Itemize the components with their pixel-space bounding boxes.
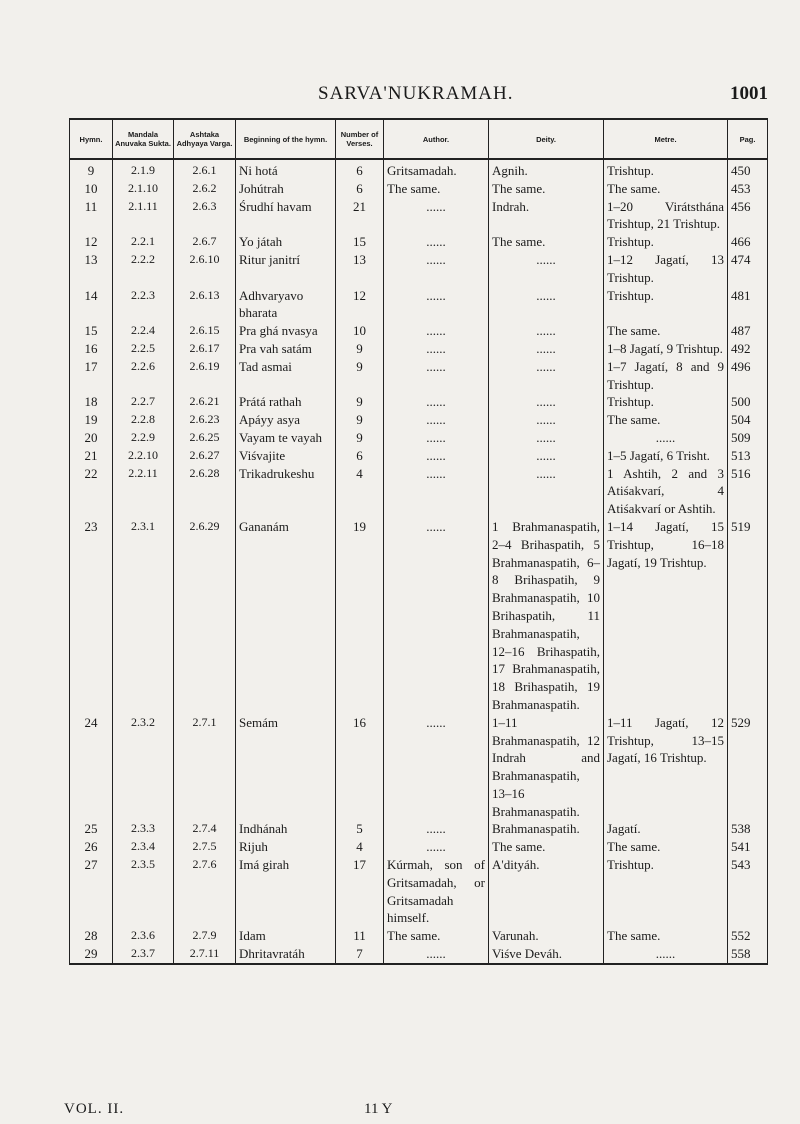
hymn-cell: 28 bbox=[70, 927, 113, 945]
hymn-cell: 17 bbox=[70, 358, 113, 394]
table-row bbox=[70, 322, 768, 340]
table-row bbox=[70, 820, 768, 838]
beginning-cell: Prátá rathah bbox=[236, 393, 336, 411]
deity-cell: ...... bbox=[489, 251, 604, 287]
verses-cell: 9 bbox=[336, 358, 384, 394]
mandala-cell: 2.3.2 bbox=[113, 714, 174, 821]
ashtaka-cell: 2.6.25 bbox=[174, 429, 236, 447]
deity-cell: ...... bbox=[489, 411, 604, 429]
table-row bbox=[70, 287, 768, 323]
page-cell: 516 bbox=[728, 465, 768, 518]
col-header-metre: Metre. bbox=[604, 119, 728, 159]
beginning-cell: Apáyy asya bbox=[236, 411, 336, 429]
mandala-cell: 2.2.9 bbox=[113, 429, 174, 447]
author-cell: ...... bbox=[384, 945, 489, 964]
deity-cell: Varunah. bbox=[489, 927, 604, 945]
beginning-cell: Indhánah bbox=[236, 820, 336, 838]
metre-cell: 1–5 Jagatí, 6 Trisht. bbox=[604, 447, 728, 465]
metre-cell: 1–7 Jagatí, 8 and 9 Trishtup. bbox=[604, 358, 728, 394]
metre-cell: The same. bbox=[604, 838, 728, 856]
page-number: 1001 bbox=[730, 83, 768, 104]
beginning-cell: Semám bbox=[236, 714, 336, 821]
col-header-beginning: Beginning of the hymn. bbox=[236, 119, 336, 159]
deity-cell: The same. bbox=[489, 838, 604, 856]
author-cell: The same. bbox=[384, 180, 489, 198]
ashtaka-cell: 2.6.28 bbox=[174, 465, 236, 518]
author-cell: ...... bbox=[384, 340, 489, 358]
ashtaka-cell: 2.6.23 bbox=[174, 411, 236, 429]
ashtaka-cell: 2.7.11 bbox=[174, 945, 236, 964]
page-cell: 456 bbox=[728, 198, 768, 234]
ashtaka-cell: 2.7.9 bbox=[174, 927, 236, 945]
page-cell: 513 bbox=[728, 447, 768, 465]
metre-cell: 1–14 Jagatí, 15 Trishtup, 16–18 Jagatí, 19 Trishtup. bbox=[604, 518, 728, 714]
volume-label: VOL. II. bbox=[64, 1101, 125, 1117]
author-cell: ...... bbox=[384, 393, 489, 411]
metre-cell: Trishtup. bbox=[604, 393, 728, 411]
ashtaka-cell: 2.6.17 bbox=[174, 340, 236, 358]
metre-cell: 1 Ashtih, 2 and 3 Atiśakvarí, 4 Atiśakvarí or Ashtih. bbox=[604, 465, 728, 518]
verses-cell: 19 bbox=[336, 518, 384, 714]
ashtaka-cell: 2.6.29 bbox=[174, 518, 236, 714]
verses-cell: 17 bbox=[336, 856, 384, 927]
page-cell: 552 bbox=[728, 927, 768, 945]
table-row bbox=[70, 180, 768, 198]
col-header-author: Author. bbox=[384, 119, 489, 159]
table-row bbox=[70, 447, 768, 465]
page-cell: 538 bbox=[728, 820, 768, 838]
author-cell: ...... bbox=[384, 251, 489, 287]
metre-cell: The same. bbox=[604, 322, 728, 340]
deity-cell: ...... bbox=[489, 322, 604, 340]
table-row bbox=[70, 714, 768, 821]
page-cell: 529 bbox=[728, 714, 768, 821]
page-cell: 474 bbox=[728, 251, 768, 287]
verses-cell: 7 bbox=[336, 945, 384, 964]
hymn-cell: 22 bbox=[70, 465, 113, 518]
verses-cell: 10 bbox=[336, 322, 384, 340]
ashtaka-cell: 2.6.15 bbox=[174, 322, 236, 340]
deity-cell: ...... bbox=[489, 287, 604, 323]
mandala-cell: 2.2.5 bbox=[113, 340, 174, 358]
author-cell: ...... bbox=[384, 465, 489, 518]
header-row bbox=[70, 119, 768, 159]
verses-cell: 16 bbox=[336, 714, 384, 821]
hymn-cell: 16 bbox=[70, 340, 113, 358]
verses-cell: 15 bbox=[336, 233, 384, 251]
page-cell: 543 bbox=[728, 856, 768, 927]
deity-cell: Viśve Deváh. bbox=[489, 945, 604, 964]
mandala-cell: 2.2.6 bbox=[113, 358, 174, 394]
ashtaka-cell: 2.6.27 bbox=[174, 447, 236, 465]
table-row bbox=[70, 411, 768, 429]
deity-cell: 1–11 Brahmanaspatih, 12 Indrah and Brahmanaspatih, 13–16 Brahmanaspatih. bbox=[489, 714, 604, 821]
page-cell: 541 bbox=[728, 838, 768, 856]
verses-cell: 5 bbox=[336, 820, 384, 838]
table-row bbox=[70, 429, 768, 447]
hymn-cell: 29 bbox=[70, 945, 113, 964]
beginning-cell: Dhritavratáh bbox=[236, 945, 336, 964]
col-header-mandala: Mandala Anuvaka Sukta. bbox=[113, 119, 174, 159]
beginning-cell: Adhvaryavo bharata bbox=[236, 287, 336, 323]
table-row bbox=[70, 393, 768, 411]
deity-cell: ...... bbox=[489, 429, 604, 447]
page-cell: 496 bbox=[728, 358, 768, 394]
table-row bbox=[70, 198, 768, 234]
table-row bbox=[70, 159, 768, 180]
beginning-cell: Rijuh bbox=[236, 838, 336, 856]
ashtaka-cell: 2.6.13 bbox=[174, 287, 236, 323]
page-cell: 500 bbox=[728, 393, 768, 411]
verses-cell: 4 bbox=[336, 838, 384, 856]
hymn-cell: 23 bbox=[70, 518, 113, 714]
table-row bbox=[70, 838, 768, 856]
table-row bbox=[70, 251, 768, 287]
verses-cell: 9 bbox=[336, 411, 384, 429]
beginning-cell: Ni hotá bbox=[236, 159, 336, 180]
ashtaka-cell: 2.6.10 bbox=[174, 251, 236, 287]
beginning-cell: Idam bbox=[236, 927, 336, 945]
metre-cell: Jagatí. bbox=[604, 820, 728, 838]
deity-cell: ...... bbox=[489, 465, 604, 518]
hymn-cell: 10 bbox=[70, 180, 113, 198]
verses-cell: 6 bbox=[336, 159, 384, 180]
mandala-cell: 2.2.7 bbox=[113, 393, 174, 411]
mandala-cell: 2.2.3 bbox=[113, 287, 174, 323]
deity-cell: ...... bbox=[489, 393, 604, 411]
beginning-cell: Trikadrukeshu bbox=[236, 465, 336, 518]
page-cell: 466 bbox=[728, 233, 768, 251]
page-cell: 453 bbox=[728, 180, 768, 198]
beginning-cell: Imá girah bbox=[236, 856, 336, 927]
author-cell: Gritsamadah. bbox=[384, 159, 489, 180]
beginning-cell: Śrudhí havam bbox=[236, 198, 336, 234]
ashtaka-cell: 2.7.1 bbox=[174, 714, 236, 821]
mandala-cell: 2.2.10 bbox=[113, 447, 174, 465]
beginning-cell: Johútrah bbox=[236, 180, 336, 198]
table-row bbox=[70, 927, 768, 945]
metre-cell: 1–8 Jagatí, 9 Trishtup. bbox=[604, 340, 728, 358]
index-table bbox=[69, 118, 768, 965]
table-row bbox=[70, 856, 768, 927]
hymn-cell: 12 bbox=[70, 233, 113, 251]
author-cell: ...... bbox=[384, 518, 489, 714]
metre-cell: The same. bbox=[604, 411, 728, 429]
ashtaka-cell: 2.6.19 bbox=[174, 358, 236, 394]
beginning-cell: Gananám bbox=[236, 518, 336, 714]
mandala-cell: 2.3.7 bbox=[113, 945, 174, 964]
page-footer bbox=[0, 1101, 800, 1121]
verses-cell: 9 bbox=[336, 340, 384, 358]
metre-cell: 1–12 Jagatí, 13 Trishtup. bbox=[604, 251, 728, 287]
author-cell: ...... bbox=[384, 820, 489, 838]
col-header-hymn: Hymn. bbox=[70, 119, 113, 159]
page-cell: 509 bbox=[728, 429, 768, 447]
metre-cell: The same. bbox=[604, 927, 728, 945]
ashtaka-cell: 2.6.7 bbox=[174, 233, 236, 251]
hymn-cell: 20 bbox=[70, 429, 113, 447]
mandala-cell: 2.2.11 bbox=[113, 465, 174, 518]
page-cell: 519 bbox=[728, 518, 768, 714]
mandala-cell: 2.2.8 bbox=[113, 411, 174, 429]
metre-cell: The same. bbox=[604, 180, 728, 198]
hymn-cell: 14 bbox=[70, 287, 113, 323]
hymn-cell: 26 bbox=[70, 838, 113, 856]
col-header-verses: Number of Verses. bbox=[336, 119, 384, 159]
deity-cell: Agnih. bbox=[489, 159, 604, 180]
author-cell: ...... bbox=[384, 447, 489, 465]
ashtaka-cell: 2.7.6 bbox=[174, 856, 236, 927]
ashtaka-cell: 2.7.5 bbox=[174, 838, 236, 856]
beginning-cell: Viśvajite bbox=[236, 447, 336, 465]
mandala-cell: 2.2.1 bbox=[113, 233, 174, 251]
verses-cell: 13 bbox=[336, 251, 384, 287]
hymn-cell: 27 bbox=[70, 856, 113, 927]
metre-cell: Trishtup. bbox=[604, 856, 728, 927]
mandala-cell: 2.3.1 bbox=[113, 518, 174, 714]
mandala-cell: 2.3.6 bbox=[113, 927, 174, 945]
table-row bbox=[70, 945, 768, 964]
hymn-cell: 15 bbox=[70, 322, 113, 340]
mandala-cell: 2.3.3 bbox=[113, 820, 174, 838]
ashtaka-cell: 2.6.21 bbox=[174, 393, 236, 411]
author-cell: ...... bbox=[384, 429, 489, 447]
author-cell: The same. bbox=[384, 927, 489, 945]
metre-cell: ...... bbox=[604, 429, 728, 447]
verses-cell: 6 bbox=[336, 180, 384, 198]
ashtaka-cell: 2.6.2 bbox=[174, 180, 236, 198]
metre-cell: ...... bbox=[604, 945, 728, 964]
table-row bbox=[70, 340, 768, 358]
author-cell: ...... bbox=[384, 287, 489, 323]
deity-cell: ...... bbox=[489, 358, 604, 394]
verses-cell: 9 bbox=[336, 429, 384, 447]
beginning-cell: Yo játah bbox=[236, 233, 336, 251]
mandala-cell: 2.1.10 bbox=[113, 180, 174, 198]
table-row bbox=[70, 358, 768, 394]
mandala-cell: 2.1.11 bbox=[113, 198, 174, 234]
table-row bbox=[70, 233, 768, 251]
hymn-cell: 9 bbox=[70, 159, 113, 180]
author-cell: ...... bbox=[384, 358, 489, 394]
beginning-cell: Vayam te vayah bbox=[236, 429, 336, 447]
author-cell: ...... bbox=[384, 838, 489, 856]
col-header-deity: Deity. bbox=[489, 119, 604, 159]
metre-cell: Trishtup. bbox=[604, 233, 728, 251]
ashtaka-cell: 2.6.3 bbox=[174, 198, 236, 234]
metre-cell: Trishtup. bbox=[604, 159, 728, 180]
table-row bbox=[70, 465, 768, 518]
page-cell: 558 bbox=[728, 945, 768, 964]
verses-cell: 6 bbox=[336, 447, 384, 465]
author-cell: ...... bbox=[384, 198, 489, 234]
hymn-cell: 24 bbox=[70, 714, 113, 821]
mandala-cell: 2.3.5 bbox=[113, 856, 174, 927]
metre-cell: 1–20 Virátsthána Trishtup, 21 Trishtup. bbox=[604, 198, 728, 234]
ashtaka-cell: 2.7.4 bbox=[174, 820, 236, 838]
hymn-cell: 25 bbox=[70, 820, 113, 838]
running-title: SARVA'NUKRAMAH. bbox=[318, 83, 514, 104]
deity-cell: The same. bbox=[489, 233, 604, 251]
table-row bbox=[70, 518, 768, 714]
metre-cell: Trishtup. bbox=[604, 287, 728, 323]
page-cell: 504 bbox=[728, 411, 768, 429]
author-cell: ...... bbox=[384, 322, 489, 340]
col-header-page: Pag. bbox=[728, 119, 768, 159]
running-head bbox=[0, 83, 800, 107]
beginning-cell: Pra vah satám bbox=[236, 340, 336, 358]
mandala-cell: 2.2.4 bbox=[113, 322, 174, 340]
deity-cell: Indrah. bbox=[489, 198, 604, 234]
page-cell: 487 bbox=[728, 322, 768, 340]
author-cell: Kúrmah, son of Gritsamadah, or Gritsamadah himself. bbox=[384, 856, 489, 927]
verses-cell: 12 bbox=[336, 287, 384, 323]
deity-cell: A'dityáh. bbox=[489, 856, 604, 927]
author-cell: ...... bbox=[384, 714, 489, 821]
author-cell: ...... bbox=[384, 411, 489, 429]
beginning-cell: Ritur janitrí bbox=[236, 251, 336, 287]
deity-cell: 1 Brahmanaspatih, 2–4 Brihaspatih, 5 Brahmanaspatih, 6–8 Brihaspatih, 9 Brahmanaspatih, 10 Brihaspatih, 11 Brahmanaspatih, 12–16 Brihaspatih, 17 Brahmanaspatih, 18 Brihaspatih, 19 Brahmanaspatih. bbox=[489, 518, 604, 714]
hymn-cell: 21 bbox=[70, 447, 113, 465]
page-cell: 481 bbox=[728, 287, 768, 323]
deity-cell: ...... bbox=[489, 340, 604, 358]
verses-cell: 21 bbox=[336, 198, 384, 234]
signature-mark: 11 Y bbox=[364, 1101, 393, 1117]
page-cell: 450 bbox=[728, 159, 768, 180]
verses-cell: 11 bbox=[336, 927, 384, 945]
deity-cell: The same. bbox=[489, 180, 604, 198]
mandala-cell: 2.1.9 bbox=[113, 159, 174, 180]
beginning-cell: Pra ghá nvasya bbox=[236, 322, 336, 340]
verses-cell: 4 bbox=[336, 465, 384, 518]
hymn-cell: 13 bbox=[70, 251, 113, 287]
col-header-ashtaka: Ashtaka Adhyaya Varga. bbox=[174, 119, 236, 159]
author-cell: ...... bbox=[384, 233, 489, 251]
hymn-cell: 18 bbox=[70, 393, 113, 411]
mandala-cell: 2.3.4 bbox=[113, 838, 174, 856]
verses-cell: 9 bbox=[336, 393, 384, 411]
page-cell: 492 bbox=[728, 340, 768, 358]
deity-cell: ...... bbox=[489, 447, 604, 465]
hymn-cell: 19 bbox=[70, 411, 113, 429]
mandala-cell: 2.2.2 bbox=[113, 251, 174, 287]
beginning-cell: Tad asmai bbox=[236, 358, 336, 394]
hymn-cell: 11 bbox=[70, 198, 113, 234]
ashtaka-cell: 2.6.1 bbox=[174, 159, 236, 180]
metre-cell: 1–11 Jagatí, 12 Trishtup, 13–15 Jagatí, 16 Trishtup. bbox=[604, 714, 728, 821]
deity-cell: Brahmanaspatih. bbox=[489, 820, 604, 838]
